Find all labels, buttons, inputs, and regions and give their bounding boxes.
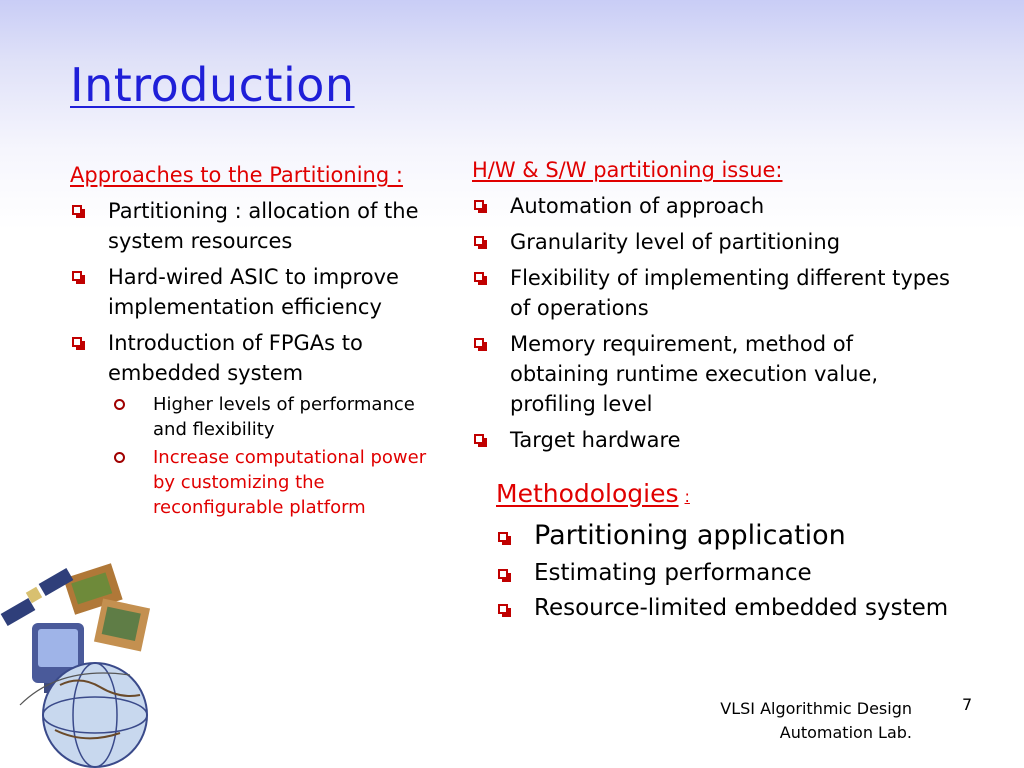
square-bullet-icon — [474, 272, 484, 282]
list-item-text: Flexibility of implementing different types of operations — [510, 266, 950, 320]
list-item — [70, 196, 452, 256]
sub-list-item-text: Increase computational power by customizing the reconfigurable platform — [153, 447, 427, 518]
right-heading: H/W & S/W partitioning issue: — [472, 158, 783, 182]
square-bullet-icon — [498, 532, 508, 542]
footer-line-1: VLSI Algorithmic Design — [720, 699, 912, 718]
square-bullet-icon — [72, 271, 82, 281]
list-item — [472, 329, 952, 419]
slide-title: Introduction — [70, 58, 355, 112]
square-bullet-icon — [72, 205, 82, 215]
list-item-text: Partitioning application — [534, 520, 846, 551]
left-heading: Approaches to the Partitioning : — [70, 163, 403, 187]
list-item — [472, 263, 952, 323]
list-item-text: Resource-limited embedded system — [534, 595, 949, 621]
list-item — [496, 593, 956, 624]
sub-list-item — [108, 392, 452, 442]
left-bullet-list — [70, 196, 452, 520]
list-item — [70, 328, 452, 520]
sub-list-item-highlighted — [108, 445, 452, 520]
footer-lab-name — [720, 697, 912, 745]
satellite-globe-clipart — [0, 555, 150, 768]
sub-bullet-list — [108, 392, 452, 520]
methodologies-heading — [496, 477, 956, 514]
list-item-text: Automation of approach — [510, 194, 765, 218]
list-item-text: Introduction of FPGAs to embedded system — [108, 331, 363, 385]
square-bullet-icon — [474, 236, 484, 246]
list-item — [70, 262, 452, 322]
left-column — [70, 160, 452, 520]
square-bullet-icon — [72, 337, 82, 347]
circle-bullet-icon — [114, 452, 125, 463]
list-item-text: Hard-wired ASIC to improve implementation efficiency — [108, 265, 399, 319]
list-item — [472, 191, 952, 221]
list-item — [472, 227, 952, 257]
page-number: 7 — [962, 695, 973, 714]
footer-line-2: Automation Lab. — [779, 723, 912, 742]
list-item — [496, 518, 956, 554]
square-bullet-icon — [498, 604, 508, 614]
methodologies-list — [496, 518, 956, 624]
square-bullet-icon — [474, 338, 484, 348]
square-bullet-icon — [474, 200, 484, 210]
methodologies-heading-colon: : — [684, 487, 690, 506]
satellite-image — [1, 568, 74, 626]
right-column — [472, 155, 952, 455]
methodologies-section — [496, 477, 956, 624]
methodologies-heading-text: Methodologies — [496, 479, 679, 508]
square-bullet-icon — [474, 434, 484, 444]
list-item-text: Memory requirement, method of obtaining runtime execution value, profiling level — [510, 332, 878, 416]
list-item-text: Granularity level of partitioning — [510, 230, 841, 254]
right-bullet-list — [472, 191, 952, 455]
list-item-text: Partitioning : allocation of the system resources — [108, 199, 419, 253]
sub-list-item-text: Higher levels of performance and flexibility — [153, 394, 415, 440]
circle-bullet-icon — [114, 399, 125, 410]
list-item — [472, 425, 952, 455]
list-item-text: Target hardware — [510, 428, 681, 452]
list-item — [496, 558, 956, 589]
list-item-text: Estimating performance — [534, 560, 812, 586]
square-bullet-icon — [498, 569, 508, 579]
